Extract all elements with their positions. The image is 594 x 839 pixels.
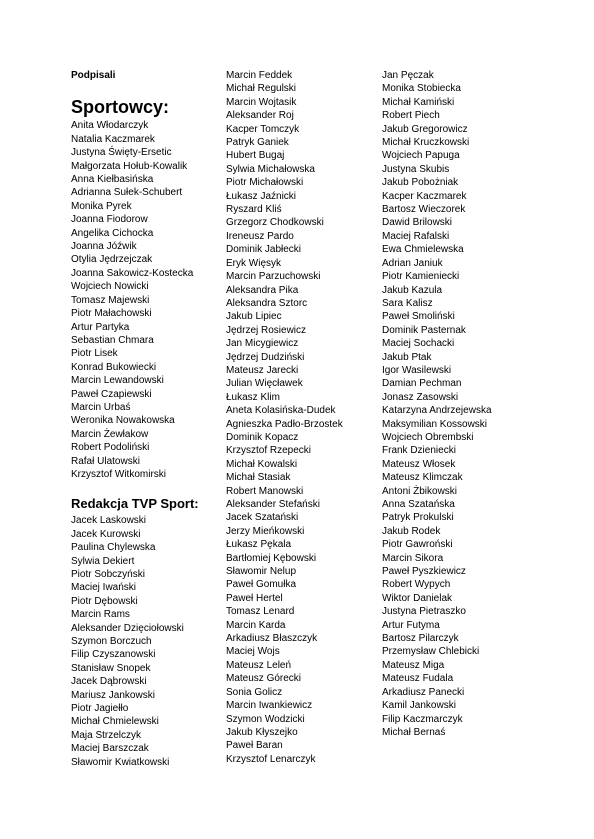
editor-name: Robert Piech xyxy=(382,110,440,122)
editor-name: Paulina Chylewska xyxy=(71,542,156,554)
column-1 xyxy=(71,69,219,769)
editor-name: Michał Stasiak xyxy=(226,472,291,484)
editor-name: Patryk Ganiek xyxy=(226,137,289,149)
editor-name: Michał Regulski xyxy=(226,83,297,95)
editor-name: Maciej Rafalski xyxy=(382,230,450,242)
editor-name: Jan Micygiewicz xyxy=(226,338,299,350)
editor-name: Michał Kowalski xyxy=(226,458,298,470)
editor-name: Filip Kaczmarczyk xyxy=(382,713,463,725)
editor-name: Agnieszka Padło-Brzostek xyxy=(226,418,343,430)
athlete-name: Małgorzata Hołub-Kowalik xyxy=(71,160,188,172)
editor-name: Hubert Bugaj xyxy=(226,150,285,162)
editor-name: Aleksander Dzięciołowski xyxy=(71,622,184,634)
athlete-name: Joanna Fiodorow xyxy=(71,214,148,226)
editor-name: Mateusz Włosek xyxy=(382,458,456,470)
editorial-list xyxy=(71,514,219,769)
editor-name: Aleksander Stefański xyxy=(226,499,320,510)
editor-name: Marcin Parzuchowski xyxy=(226,271,321,283)
editor-name: Katarzyna Andrzejewska xyxy=(382,405,492,417)
editor-name: Jerzy Mieńkowski xyxy=(226,525,305,537)
editor-name: Piotr Michałowski xyxy=(226,177,304,189)
editor-name: Jędrzej Rosiewicz xyxy=(226,324,307,336)
editor-name: Mateusz Klimczak xyxy=(382,472,463,484)
editor-name: Maja Strzelczyk xyxy=(71,729,142,741)
editor-name: Sylwia Michałowska xyxy=(226,163,315,175)
editor-name: Mariusz Jankowski xyxy=(71,689,155,701)
editor-name: Justyna Pietraszko xyxy=(382,606,466,618)
editor-name: Aleksander Roj xyxy=(226,110,294,122)
editor-name: Piotr Kamieniecki xyxy=(382,271,460,283)
editor-name: Maciej Sochacki xyxy=(382,338,455,350)
editor-name: Igor Wasilewski xyxy=(382,364,452,376)
editor-name: Sławomir Kwiatkowski xyxy=(71,756,170,768)
editor-name: Dawid Brilowski xyxy=(382,217,453,229)
editor-name: Marcin Iwankiewicz xyxy=(226,700,313,712)
editor-name: Kacper Kaczmarek xyxy=(382,190,467,202)
editor-name: Jakub Gregorowicz xyxy=(382,123,468,135)
signed-by-heading: Podpisali xyxy=(71,70,116,81)
editorial-heading: Redakcja TVP Sport: xyxy=(71,496,199,512)
column-3 xyxy=(382,69,532,739)
editor-name: Piotr Jagiełło xyxy=(71,703,129,715)
editor-name: Sonia Golicz xyxy=(226,686,283,698)
athlete-name: Krzysztof Witkomirski xyxy=(71,468,166,480)
editor-name: Wojciech Obrembski xyxy=(382,431,474,443)
editor-name: Antoni Żbikowski xyxy=(382,485,458,497)
editor-name: Maciej Iwański xyxy=(71,582,137,594)
editorial-list-continued xyxy=(226,69,376,766)
athlete-name: Marcin Żewłakow xyxy=(71,428,149,440)
athlete-name: Marcin Urbaś xyxy=(71,401,131,413)
editor-name: Bartosz Pilarczyk xyxy=(382,633,459,645)
editor-name: Marcin Wojtasik xyxy=(226,96,297,108)
athlete-name: Monika Pyrek xyxy=(71,200,132,212)
editor-name: Maciej Barszczak xyxy=(71,743,149,755)
athlete-name: Wojciech Nowicki xyxy=(71,281,149,293)
athlete-name: Robert Podoliński xyxy=(71,442,150,454)
editor-name: Bartłomiej Kębowski xyxy=(226,552,317,564)
editor-name: Mateusz Fudala xyxy=(382,673,454,685)
editor-name: Wiktor Danielak xyxy=(382,592,453,604)
athlete-name: Joanna Jóźwik xyxy=(71,241,137,253)
editor-name: Arkadiusz Panecki xyxy=(382,686,465,698)
editor-name: Maciej Wojs xyxy=(226,646,280,658)
editor-name: Łukasz Jaźnicki xyxy=(226,190,297,202)
editor-name: Ireneusz Pardo xyxy=(226,230,294,242)
editor-name: Piotr Gawroński xyxy=(382,539,453,551)
editor-name: Damian Pechman xyxy=(382,378,462,390)
athlete-name: Marcin Lewandowski xyxy=(71,375,164,387)
editor-name: Jacek Dąbrowski xyxy=(71,676,147,688)
editor-name: Robert Manowski xyxy=(226,485,304,497)
athlete-name: Tomasz Majewski xyxy=(71,294,150,306)
athlete-name: Anita Włodarczyk xyxy=(71,120,149,132)
editor-name: Jakub Ptak xyxy=(382,351,432,363)
editor-name: Mateusz Jarecki xyxy=(226,364,299,376)
editor-name: Ryszard Kliś xyxy=(226,204,282,216)
editor-name: Sara Kalisz xyxy=(382,297,433,309)
editor-name: Jonasz Zasowski xyxy=(382,391,459,403)
editor-name: Marcin Feddek xyxy=(226,70,293,81)
editor-name: Dominik Pasternak xyxy=(382,324,466,336)
editor-name: Sławomir Nelup xyxy=(226,566,297,578)
athlete-name: Otylia Jędrzejczak xyxy=(71,254,153,266)
editor-name: Mateusz Miga xyxy=(382,659,445,671)
athlete-name: Paweł Czapiewski xyxy=(71,388,152,400)
editor-name: Przemysław Chlebicki xyxy=(382,646,480,658)
editor-name: Jędrzej Dudziński xyxy=(226,351,305,363)
editor-name: Jakub Kazula xyxy=(382,284,443,296)
editor-name: Piotr Dębowski xyxy=(71,595,138,607)
editor-name: Michał Bernaś xyxy=(382,726,446,738)
athlete-name: Natalia Kaczmarek xyxy=(71,133,155,145)
athlete-name: Artur Partyka xyxy=(71,321,130,333)
athletes-list xyxy=(71,119,219,481)
editor-name: Jacek Szatański xyxy=(226,512,299,524)
editor-name: Paweł Smoliński xyxy=(382,311,455,323)
editor-name: Wojciech Papuga xyxy=(382,150,460,162)
editor-name: Maksymilian Kossowski xyxy=(382,418,488,430)
editor-name: Marcin Rams xyxy=(71,609,130,621)
editor-name: Michał Kruczkowski xyxy=(382,137,470,149)
editor-name: Robert Wypych xyxy=(382,579,451,591)
editor-name: Jakub Kłyszejko xyxy=(226,726,298,738)
athlete-name: Konrad Bukowiecki xyxy=(71,361,157,373)
editor-name: Mateusz Leleń xyxy=(226,659,292,671)
editor-name: Dominik Jabłecki xyxy=(226,244,302,256)
editor-name: Krzysztof Lenarczyk xyxy=(226,753,316,765)
editor-name: Frank Dzieniecki xyxy=(382,445,456,457)
editor-name: Michał Kamiński xyxy=(382,96,455,108)
editor-name: Szymon Borczuch xyxy=(71,636,152,648)
editor-name: Aneta Kolasińska-Dudek xyxy=(226,405,336,417)
editor-name: Aleksandra Sztorc xyxy=(226,297,308,309)
editor-name: Anna Szatańska xyxy=(382,499,455,510)
athlete-name: Sebastian Chmara xyxy=(71,334,154,346)
editor-name: Paweł Gomułka xyxy=(226,579,297,591)
athlete-name: Justyna Święty-Ersetic xyxy=(71,147,172,159)
editor-name: Monika Stobiecka xyxy=(382,83,461,95)
editor-name: Aleksandra Pika xyxy=(226,284,299,296)
athletes-heading: Sportowcy: xyxy=(71,97,170,118)
editor-name: Filip Czyszanowski xyxy=(71,649,156,661)
editor-name: Paweł Pyszkiewicz xyxy=(382,566,466,578)
athlete-name: Rafał Ulatowski xyxy=(71,455,140,467)
editor-name: Mateusz Górecki xyxy=(226,673,302,685)
editor-name: Patryk Prokulski xyxy=(382,512,454,524)
column-2 xyxy=(226,69,376,766)
editor-name: Marcin Sikora xyxy=(382,552,444,564)
editor-name: Jan Pęczak xyxy=(382,70,434,81)
editor-name: Szymon Wodzicki xyxy=(226,713,305,725)
editor-name: Jakub Pobożniak xyxy=(382,177,459,189)
editor-name: Paweł Hertel xyxy=(226,592,283,604)
athlete-name: Adrianna Sułek-Schubert xyxy=(71,187,183,199)
editor-name: Grzegorz Chodkowski xyxy=(226,217,324,229)
editor-name: Stanisław Snopek xyxy=(71,662,151,674)
editor-name: Marcin Karda xyxy=(226,619,286,631)
editor-name: Ewa Chmielewska xyxy=(382,244,464,256)
athlete-name: Joanna Sakowicz-Kostecka xyxy=(71,267,194,279)
editor-name: Arkadiusz Błaszczyk xyxy=(226,633,318,645)
editor-name: Bartosz Wieczorek xyxy=(382,204,466,216)
athlete-name: Weronika Nowakowska xyxy=(71,415,175,427)
editorial-list-continued-2 xyxy=(382,69,532,739)
editor-name: Artur Futyma xyxy=(382,619,440,631)
editor-name: Julian Więcławek xyxy=(226,378,303,390)
editor-name: Piotr Sobczyński xyxy=(71,569,145,580)
editor-name: Tomasz Lenard xyxy=(226,606,295,618)
editor-name: Sylwia Dekiert xyxy=(71,555,135,567)
editor-name: Kacper Tomczyk xyxy=(226,123,300,135)
editor-name: Eryk Więsyk xyxy=(226,257,281,269)
editor-name: Michał Chmielewski xyxy=(71,716,159,728)
athlete-name: Angelika Cichocka xyxy=(71,227,154,239)
athlete-name: Piotr Małachowski xyxy=(71,308,152,320)
editor-name: Adrian Janiuk xyxy=(382,257,443,269)
editor-name: Jacek Kurowski xyxy=(71,528,141,540)
editor-name: Dominik Kopacz xyxy=(226,431,299,443)
editor-name: Paweł Baran xyxy=(226,740,283,752)
editor-name: Łukasz Klim xyxy=(226,391,280,403)
editor-name: Łukasz Pękala xyxy=(226,539,292,551)
editor-name: Jakub Rodek xyxy=(382,525,441,537)
editor-name: Kamil Jankowski xyxy=(382,700,456,712)
editor-name: Jakub Lipiec xyxy=(226,311,282,323)
editor-name: Krzysztof Rzepecki xyxy=(226,445,312,457)
editor-name: Justyna Skubis xyxy=(382,163,450,175)
athlete-name: Anna Kiełbasińska xyxy=(71,174,154,186)
athlete-name: Piotr Lisek xyxy=(71,348,118,360)
editor-name: Jacek Laskowski xyxy=(71,515,147,527)
